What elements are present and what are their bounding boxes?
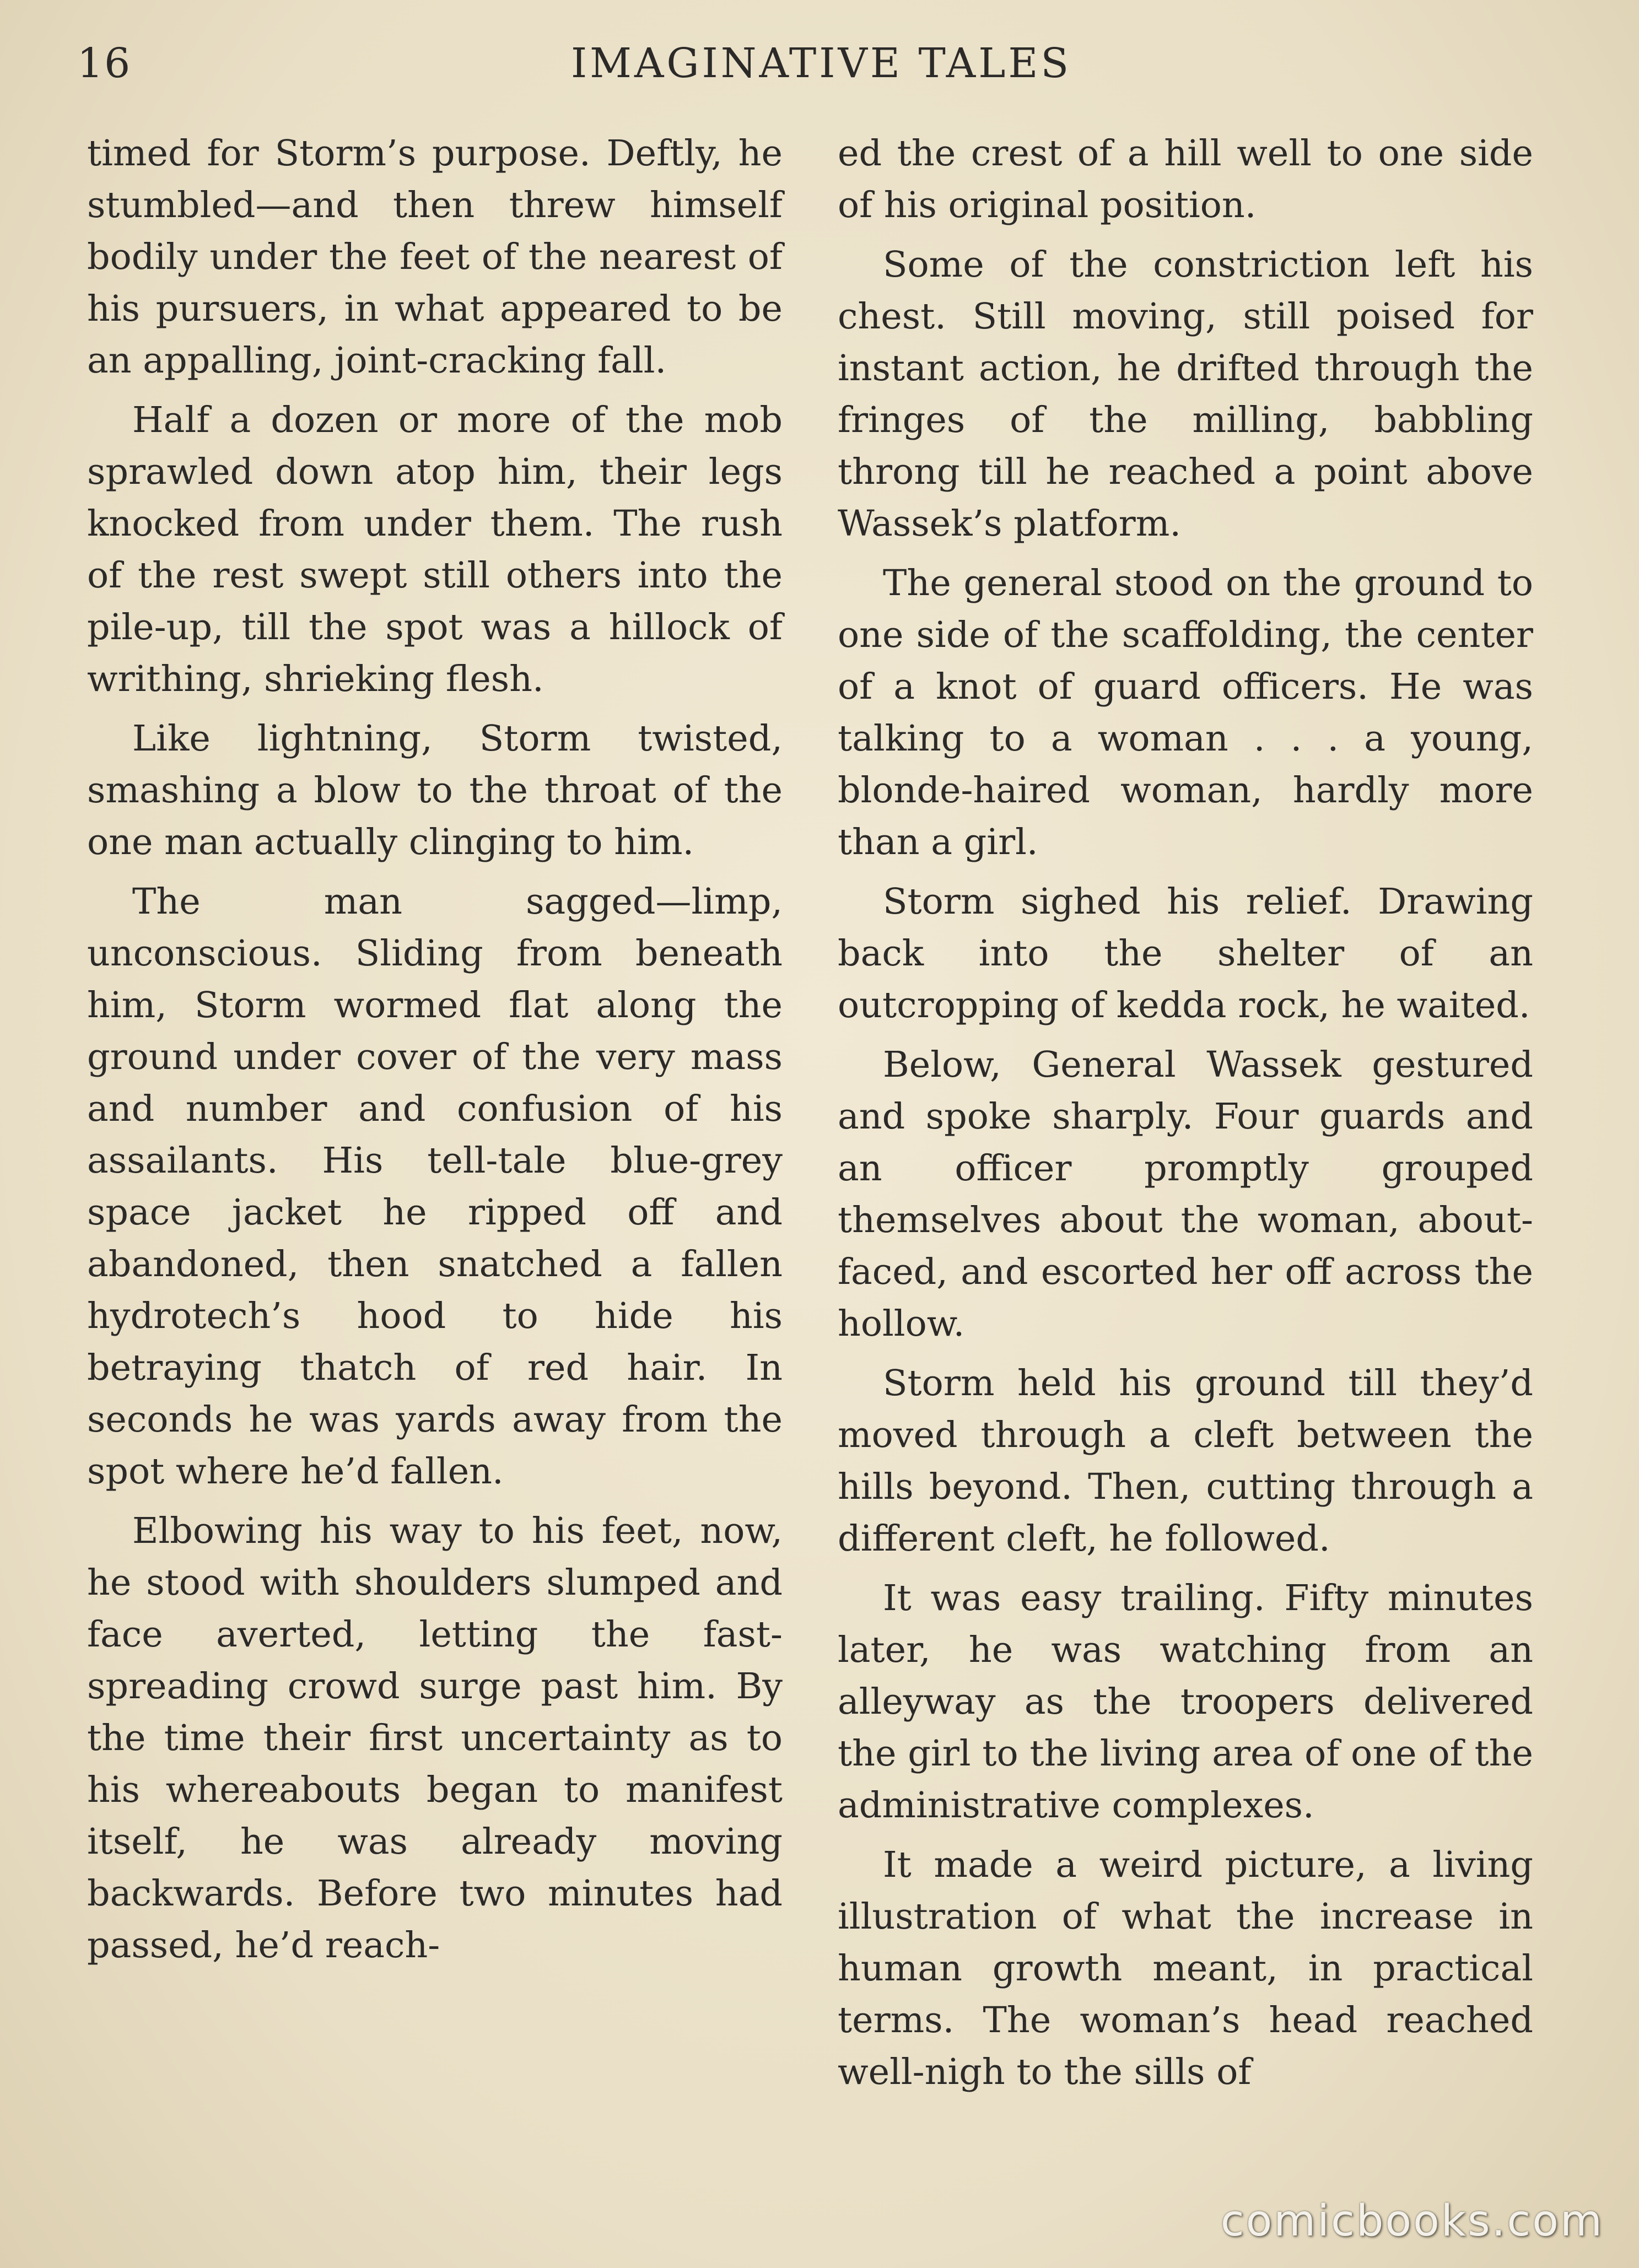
paragraph: Some of the constriction left his chest. Still moving, still poised for instant action, he drifted through the fringes of the milling, babbling throng till he reached a point above Wassek’s platform. (838, 244, 1533, 544)
paragraph: Elbowing his way to his feet, now, he stood with shoulders slumped and face averted, letting the fast-spreading crowd surge past him. By the time their first uncertainty as to his whereabouts began to manifest itself, he was already moving backwards. Before two minutes had passed, he’d reach- (87, 1510, 783, 1966)
paragraph: timed for Storm’s purpose. Deftly, he stumbled—and then threw himself bodily under the feet of the nearest of his pursuers, in what appeared to be an appalling, joint-cracking fall. (87, 133, 783, 381)
page-number: 16 (77, 40, 132, 87)
paragraph: Storm sighed his relief. Drawing back into the shelter of an outcropping of kedda rock, he waited. (838, 881, 1533, 1026)
paragraph: Below, General Wassek gestured and spoke sharply. Four guards and an officer promptly grouped themselves about the woman, about-faced, and escorted her off across the hollow. (838, 1044, 1533, 1344)
paragraph: It made a weird picture, a living illustration of what the increase in human growth meant, in practical terms. The woman’s head reached well-nigh to the sills of (838, 1844, 1533, 2093)
paragraph: The man sagged—limp, unconscious. Sliding from beneath him, Storm wormed flat along the ground under cover of the very mass and number and confusion of his assailants. His tell-tale blue-grey space jacket he ripped off and abandoned, then snatched a fallen hydrotech’s hood to hide his betraying thatch of red hair. In seconds he was yards away from the spot where he’d fallen. (87, 881, 783, 1492)
page-header (77, 40, 1565, 106)
running-title: IMAGINATIVE TALES (570, 40, 1072, 87)
left-column (87, 128, 783, 1979)
paragraph: It was easy trailing. Fifty minutes later, he was watching from an alleyway as the troopers delivered the girl to the living area of one of the administrative complexes. (838, 1578, 1533, 1826)
right-column (838, 128, 1533, 2106)
paragraph: Like lightning, Storm twisted, smashing a blow to the throat of the one man actually clinging to him. (87, 718, 783, 863)
paragraph: The general stood on the ground to one side of the scaffolding, the center of a knot of guard officers. He was talking to a woman . . . a young, blonde-haired woman, hardly more than a girl. (838, 563, 1533, 863)
paragraph: Half a dozen or more of the mob sprawled down atop him, their legs knocked from under them. The rush of the rest swept still others into the pile-up, till the spot was a hillock of writhing, shrieking flesh. (87, 399, 783, 700)
paragraph: ed the crest of a hill well to one side of his original position. (838, 133, 1533, 226)
watermark: comicbooks.com (1220, 2196, 1604, 2246)
paragraph: Storm held his ground till they’d moved through a cleft between the hills beyond. Then, cutting through a different cleft, he followed. (838, 1363, 1533, 1559)
